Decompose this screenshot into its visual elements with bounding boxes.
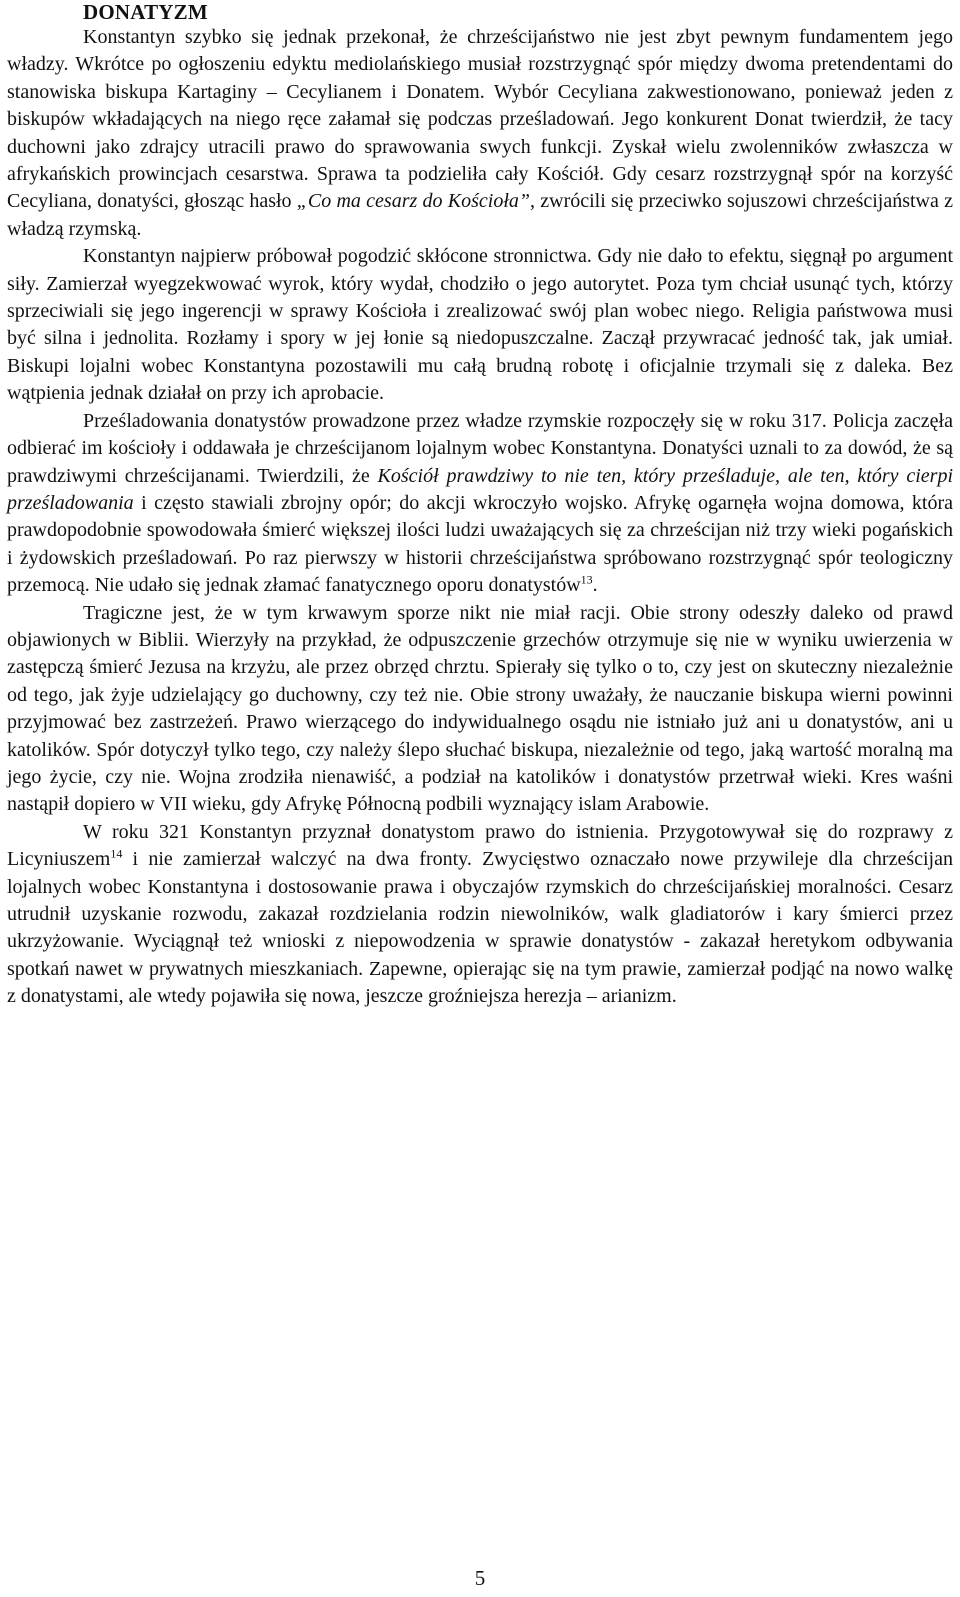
text-run: .: [592, 574, 598, 597]
text-run: i nie zamierzał walczyć na dwa fronty. Zwycięstwo oznaczało nowe przywileje dla chrześcijan lojalnych wobec Konstantyna i dostosowanie prawa i obyczajów rzymskich do chrześcijańskiej moralności. Cesarz utrudnił uzyskanie rozwodu, zakazał rozdzielania rodzin niewolników, walk gladiatorów i kary śmierci przez ukrzyżowanie. Wyciągnął też wnioski z niepowodzenia w sprawie donatystów - zakazał heretykom odbywania spotkań nawet w prywatnych mieszkaniach. Zapewne, opierając się na tym prawie, zamierzał podjąć na nowo walkę z donatystami, ale wtedy pojawiła się nowa, jeszcze groźniejsza herezja – arianizm.: [7, 848, 953, 1008]
text-run: , zwrócili się przeciwko sojuszowi chrześcijaństwa z władzą rzymską.: [7, 190, 953, 240]
paragraph: [7, 408, 953, 600]
page-number: 5: [474, 1566, 486, 1590]
paragraph: [7, 600, 953, 819]
text-run: W roku 321 Konstantyn przyznał donatystom prawo do istnienia. Przygotowywał się do rozprawy z Licyniuszem: [7, 820, 953, 871]
body-text: [7, 24, 953, 1011]
paragraph: [7, 243, 953, 407]
text-run: Tragiczne jest, że w tym krwawym sporze nikt nie miał racji. Obie strony odeszły daleko od prawd objawionych w Biblii. Wierzyły na przykład, że odpuszczenie grzechów otrzymuje się nie w wyniku uwierzenia w zastępczą śmierć Jezusa na krzyżu, ale przez obrzęd chrztu. Spierały się tylko o to, czy jest on skuteczny niezależnie od tego, jak żyje udzielający go duchowny, czy też nie. Obie strony uważały, że nauczanie biskupa wierni powinni przyjmować bez zastrzeżeń. Prawo wierzącego do indywidualnego osądu nie istniało już ani u donatystów, ani u katolików. Spór dotyczył tylko tego, czy należy ślepo słuchać biskupa, niezależnie od tego, jaką wartość moralną ma jego życie, czy nie. Wojna zrodziła nienawiść, a podział na katolików i donatystów przetrwał wieki. Kres waśni nastąpił dopiero w VII wieku, gdy Afrykę Północną podbili wyznający islam Arabowie.: [7, 601, 953, 816]
paragraph: [7, 24, 953, 243]
footnote-ref: 14: [110, 846, 123, 861]
paragraph: [7, 819, 953, 1011]
footnote-ref: 13: [580, 572, 593, 587]
text-run: Konstantyn najpierw próbował pogodzić skłócone stronnictwa. Gdy nie dało to efektu, sięgnął po argument siły. Zamierzał wyegzekwować wyrok, który wydał, chodziło o jego autorytet. Poza tym chciał usunąć tych, którzy sprzeciwiali się jego ingerencji w sprawy Kościoła i zrealizować swój plan wobec niego. Religia państwowa musi być silna i jednolita. Rozłamy i spory w jej łonie są niedopuszczalne. Zaczął przywracać jedność tak, jak umiał. Biskupi lojalni wobec Konstantyna pozostawili mu całą brudną robotę i oficjalnie trzymali się z daleka. Bez wątpienia jednak działał on przy ich aprobacie.: [7, 245, 953, 405]
section-heading: DONATYZM: [83, 0, 208, 24]
text-run: Konstantyn szybko się jednak przekonał, że chrześcijaństwo nie jest zbyt pewnym fundamentem jego władzy. Wkrótce po ogłoszeniu edyktu mediolańskiego musiał rozstrzygnąć spór między dwoma pretendentami do stanowiska biskupa Kartaginy – Cecylianem i Donatem. Wybór Cecyliana zakwestionowano, ponieważ jeden z biskupów wkładających na niego ręce załamał się podczas prześladowań. Jego konkurent Donat twierdził, że tacy duchowni jako zdrajcy utracili prawo do sprawowania swych funkcji. Zyskał wielu zwolenników zwłaszcza w afrykańskich prowincjach cesarstwa. Sprawa ta podzieliła cały Kościół. Gdy cesarz rozstrzygnął spór na korzyść Cecyliana, donatyści, głosząc hasło: [7, 26, 953, 213]
italic-quote: „Co ma cesarz do Kościoła”: [296, 190, 531, 213]
italic-quote: Kościół prawdziwy to nie ten, który prześladuje, ale ten, który cierpi prześladowania: [7, 464, 953, 514]
text-run: i często stawiali zbrojny opór; do akcji wkroczyło wojsko. Afrykę ogarnęła wojna domowa, która prawdopodobnie spowodowała śmierć większej ilości ludzi uważających się za chrześcijan niż trzy wieki pogańskich i żydowskich prześladowań. Po raz pierwszy w historii chrześcijaństwa spróbowano rozstrzygnąć spór teologiczny przemocą. Nie udało się jednak złamać fanatycznego oporu donatystów: [7, 491, 953, 597]
text-run: Prześladowania donatystów prowadzone przez władze rzymskie rozpoczęły się w roku 317. Policja zaczęła odbierać im kościoły i oddawała je chrześcijanom lojalnym wobec Konstantyna. Donatyści uznali to za dowód, że są prawdziwymi chrześcijanami. Twierdzili, że: [7, 409, 953, 487]
document-page: [7, 0, 953, 1011]
